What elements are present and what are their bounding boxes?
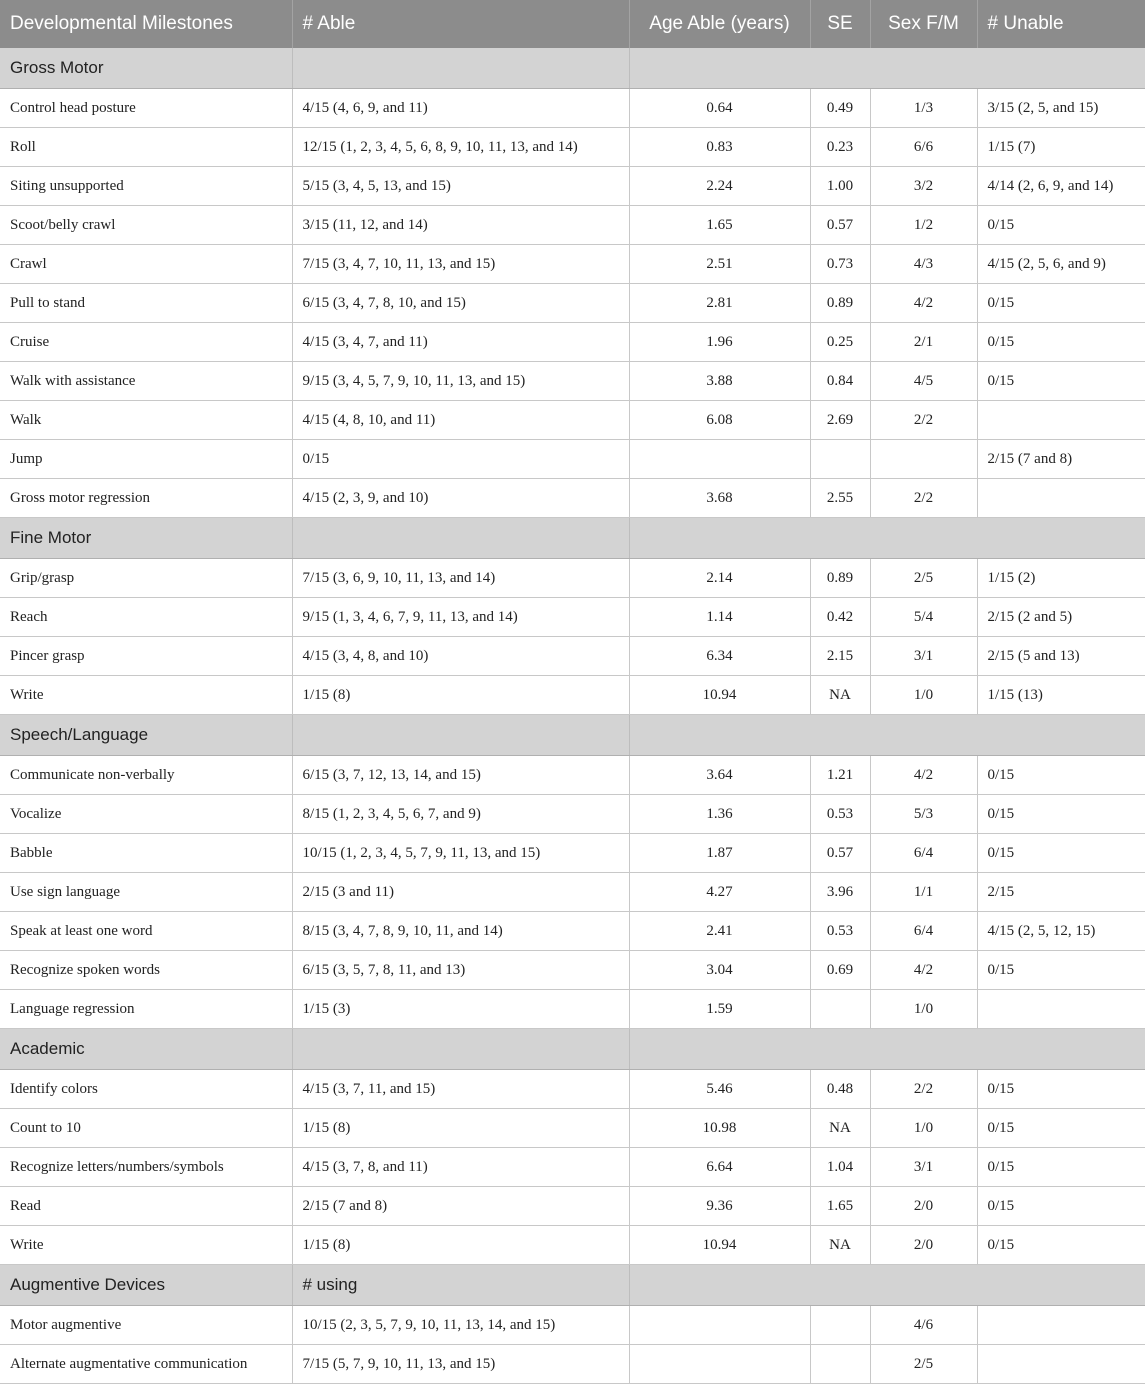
unable-cell: 0/15 [977, 362, 1145, 401]
table-row [0, 479, 1145, 518]
age-cell [629, 1345, 810, 1384]
able-cell: 6/15 (3, 5, 7, 8, 11, and 13) [292, 951, 629, 990]
se-cell: 0.73 [810, 245, 870, 284]
age-cell: 0.83 [629, 128, 810, 167]
section-filler [629, 1265, 1145, 1306]
sex-cell: 4/2 [870, 284, 977, 323]
table-row [0, 401, 1145, 440]
table-row [0, 1109, 1145, 1148]
section-title: Gross Motor [0, 48, 292, 89]
age-cell: 6.34 [629, 637, 810, 676]
milestone-cell: Crawl [0, 245, 292, 284]
table-row [0, 206, 1145, 245]
age-cell: 3.88 [629, 362, 810, 401]
able-cell: 7/15 (3, 4, 7, 10, 11, 13, and 15) [292, 245, 629, 284]
header-able: # Able [292, 0, 629, 48]
sex-cell: 1/1 [870, 873, 977, 912]
sex-cell: 4/2 [870, 756, 977, 795]
se-cell [810, 990, 870, 1029]
sex-cell: 3/2 [870, 167, 977, 206]
section-filler [629, 48, 1145, 89]
se-cell: 0.84 [810, 362, 870, 401]
age-cell: 10.94 [629, 1226, 810, 1265]
section-subheading: # using [292, 1265, 629, 1306]
age-cell: 3.68 [629, 479, 810, 518]
able-cell: 2/15 (7 and 8) [292, 1187, 629, 1226]
age-cell: 1.14 [629, 598, 810, 637]
sex-cell: 6/4 [870, 834, 977, 873]
se-cell: 0.89 [810, 559, 870, 598]
section-subheading [292, 518, 629, 559]
unable-cell: 0/15 [977, 206, 1145, 245]
se-cell: 0.89 [810, 284, 870, 323]
se-cell: NA [810, 1226, 870, 1265]
sex-cell: 2/2 [870, 401, 977, 440]
table-row [0, 89, 1145, 128]
se-cell: NA [810, 1109, 870, 1148]
able-cell: 5/15 (3, 4, 5, 13, and 15) [292, 167, 629, 206]
able-cell: 4/15 (3, 4, 8, and 10) [292, 637, 629, 676]
header-se: SE [810, 0, 870, 48]
unable-cell: 0/15 [977, 323, 1145, 362]
table-row [0, 912, 1145, 951]
section-filler [629, 715, 1145, 756]
able-cell: 1/15 (3) [292, 990, 629, 1029]
section-subheading [292, 48, 629, 89]
table-row [0, 245, 1145, 284]
se-cell: 0.53 [810, 795, 870, 834]
able-cell: 2/15 (3 and 11) [292, 873, 629, 912]
sex-cell [870, 440, 977, 479]
able-cell: 3/15 (11, 12, and 14) [292, 206, 629, 245]
header-age-able: Age Able (years) [629, 0, 810, 48]
age-cell: 1.65 [629, 206, 810, 245]
header-unable: # Unable [977, 0, 1145, 48]
section-subheading [292, 715, 629, 756]
unable-cell: 4/14 (2, 6, 9, and 14) [977, 167, 1145, 206]
sex-cell: 1/2 [870, 206, 977, 245]
able-cell: 12/15 (1, 2, 3, 4, 5, 6, 8, 9, 10, 11, 13, and 14) [292, 128, 629, 167]
milestone-cell: Motor augmentive [0, 1306, 292, 1345]
se-cell: 0.25 [810, 323, 870, 362]
able-cell: 4/15 (4, 6, 9, and 11) [292, 89, 629, 128]
table-row [0, 1345, 1145, 1384]
unable-cell: 0/15 [977, 756, 1145, 795]
table-row [0, 1306, 1145, 1345]
se-cell: 0.48 [810, 1070, 870, 1109]
se-cell [810, 1306, 870, 1345]
se-cell: 1.00 [810, 167, 870, 206]
section-header-row [0, 715, 1145, 756]
milestone-cell: Jump [0, 440, 292, 479]
table-row [0, 795, 1145, 834]
milestone-cell: Reach [0, 598, 292, 637]
unable-cell: 4/15 (2, 5, 6, and 9) [977, 245, 1145, 284]
milestone-cell: Read [0, 1187, 292, 1226]
header-sex: Sex F/M [870, 0, 977, 48]
sex-cell: 1/0 [870, 676, 977, 715]
able-cell: 8/15 (3, 4, 7, 8, 9, 10, 11, and 14) [292, 912, 629, 951]
milestone-cell: Speak at least one word [0, 912, 292, 951]
section-title: Augmentive Devices [0, 1265, 292, 1306]
able-cell: 7/15 (5, 7, 9, 10, 11, 13, and 15) [292, 1345, 629, 1384]
se-cell: 0.23 [810, 128, 870, 167]
se-cell: NA [810, 676, 870, 715]
able-cell: 8/15 (1, 2, 3, 4, 5, 6, 7, and 9) [292, 795, 629, 834]
se-cell: 0.57 [810, 206, 870, 245]
se-cell [810, 440, 870, 479]
milestone-cell: Write [0, 676, 292, 715]
milestone-cell: Pull to stand [0, 284, 292, 323]
section-subheading [292, 1029, 629, 1070]
age-cell: 2.24 [629, 167, 810, 206]
table-row [0, 323, 1145, 362]
unable-cell: 0/15 [977, 1070, 1145, 1109]
sex-cell: 5/3 [870, 795, 977, 834]
able-cell: 1/15 (8) [292, 1109, 629, 1148]
milestone-cell: Roll [0, 128, 292, 167]
age-cell: 10.98 [629, 1109, 810, 1148]
se-cell: 2.69 [810, 401, 870, 440]
table-row [0, 834, 1145, 873]
able-cell: 0/15 [292, 440, 629, 479]
sex-cell: 2/5 [870, 559, 977, 598]
able-cell: 4/15 (3, 4, 7, and 11) [292, 323, 629, 362]
table-row [0, 637, 1145, 676]
able-cell: 1/15 (8) [292, 1226, 629, 1265]
table-row [0, 128, 1145, 167]
age-cell: 2.14 [629, 559, 810, 598]
age-cell: 2.81 [629, 284, 810, 323]
section-header-row [0, 48, 1145, 89]
table-row [0, 440, 1145, 479]
milestone-cell: Babble [0, 834, 292, 873]
able-cell: 6/15 (3, 4, 7, 8, 10, and 15) [292, 284, 629, 323]
milestone-cell: Pincer grasp [0, 637, 292, 676]
section-title: Fine Motor [0, 518, 292, 559]
sex-cell: 2/0 [870, 1226, 977, 1265]
se-cell: 2.15 [810, 637, 870, 676]
table-row [0, 756, 1145, 795]
sex-cell: 3/1 [870, 1148, 977, 1187]
unable-cell: 0/15 [977, 1109, 1145, 1148]
unable-cell: 1/15 (13) [977, 676, 1145, 715]
milestone-cell: Siting unsupported [0, 167, 292, 206]
able-cell: 10/15 (2, 3, 5, 7, 9, 10, 11, 13, 14, and 15) [292, 1306, 629, 1345]
able-cell: 4/15 (2, 3, 9, and 10) [292, 479, 629, 518]
able-cell: 4/15 (3, 7, 8, and 11) [292, 1148, 629, 1187]
sex-cell: 1/3 [870, 89, 977, 128]
age-cell: 3.64 [629, 756, 810, 795]
milestone-cell: Identify colors [0, 1070, 292, 1109]
section-header-row [0, 518, 1145, 559]
sex-cell: 6/6 [870, 128, 977, 167]
sex-cell: 1/0 [870, 1109, 977, 1148]
section-title: Speech/Language [0, 715, 292, 756]
age-cell: 1.87 [629, 834, 810, 873]
sex-cell: 4/6 [870, 1306, 977, 1345]
milestone-cell: Use sign language [0, 873, 292, 912]
age-cell: 3.04 [629, 951, 810, 990]
unable-cell [977, 990, 1145, 1029]
se-cell: 3.96 [810, 873, 870, 912]
table-header [0, 0, 1145, 48]
milestone-cell: Grip/grasp [0, 559, 292, 598]
milestone-cell: Walk [0, 401, 292, 440]
milestone-cell: Alternate augmentative communication [0, 1345, 292, 1384]
sex-cell: 4/2 [870, 951, 977, 990]
unable-cell: 2/15 (7 and 8) [977, 440, 1145, 479]
table-row [0, 1187, 1145, 1226]
header-milestones: Developmental Milestones [0, 0, 292, 48]
age-cell: 1.96 [629, 323, 810, 362]
sex-cell: 2/5 [870, 1345, 977, 1384]
table-row [0, 990, 1145, 1029]
unable-cell: 3/15 (2, 5, and 15) [977, 89, 1145, 128]
se-cell: 1.04 [810, 1148, 870, 1187]
section-header-row [0, 1265, 1145, 1306]
table-row [0, 284, 1145, 323]
se-cell: 0.42 [810, 598, 870, 637]
sex-cell: 2/2 [870, 479, 977, 518]
se-cell: 1.65 [810, 1187, 870, 1226]
milestone-cell: Communicate non-verbally [0, 756, 292, 795]
age-cell: 4.27 [629, 873, 810, 912]
unable-cell: 0/15 [977, 1226, 1145, 1265]
table-row [0, 873, 1145, 912]
age-cell [629, 440, 810, 479]
table-row [0, 167, 1145, 206]
age-cell: 1.36 [629, 795, 810, 834]
milestone-cell: Language regression [0, 990, 292, 1029]
age-cell: 9.36 [629, 1187, 810, 1226]
unable-cell [977, 1345, 1145, 1384]
age-cell: 6.08 [629, 401, 810, 440]
table-row [0, 598, 1145, 637]
milestone-cell: Scoot/belly crawl [0, 206, 292, 245]
sex-cell: 4/5 [870, 362, 977, 401]
se-cell: 0.57 [810, 834, 870, 873]
milestone-cell: Cruise [0, 323, 292, 362]
table-row [0, 559, 1145, 598]
able-cell: 9/15 (1, 3, 4, 6, 7, 9, 11, 13, and 14) [292, 598, 629, 637]
se-cell: 1.21 [810, 756, 870, 795]
section-filler [629, 518, 1145, 559]
sex-cell: 2/0 [870, 1187, 977, 1226]
able-cell: 7/15 (3, 6, 9, 10, 11, 13, and 14) [292, 559, 629, 598]
age-cell: 2.41 [629, 912, 810, 951]
able-cell: 4/15 (3, 7, 11, and 15) [292, 1070, 629, 1109]
age-cell: 1.59 [629, 990, 810, 1029]
unable-cell: 2/15 (5 and 13) [977, 637, 1145, 676]
table-row [0, 676, 1145, 715]
unable-cell: 1/15 (2) [977, 559, 1145, 598]
sex-cell: 2/2 [870, 1070, 977, 1109]
table-row [0, 1148, 1145, 1187]
milestone-cell: Recognize spoken words [0, 951, 292, 990]
milestone-cell: Walk with assistance [0, 362, 292, 401]
age-cell: 5.46 [629, 1070, 810, 1109]
unable-cell: 2/15 (2 and 5) [977, 598, 1145, 637]
able-cell: 10/15 (1, 2, 3, 4, 5, 7, 9, 11, 13, and 15) [292, 834, 629, 873]
milestone-cell: Gross motor regression [0, 479, 292, 518]
unable-cell [977, 401, 1145, 440]
table-row [0, 951, 1145, 990]
able-cell: 6/15 (3, 7, 12, 13, 14, and 15) [292, 756, 629, 795]
unable-cell: 2/15 [977, 873, 1145, 912]
milestone-cell: Vocalize [0, 795, 292, 834]
unable-cell: 0/15 [977, 951, 1145, 990]
unable-cell [977, 479, 1145, 518]
unable-cell: 1/15 (7) [977, 128, 1145, 167]
able-cell: 1/15 (8) [292, 676, 629, 715]
section-header-row [0, 1029, 1145, 1070]
table-body [0, 48, 1145, 1384]
able-cell: 4/15 (4, 8, 10, and 11) [292, 401, 629, 440]
unable-cell: 0/15 [977, 1187, 1145, 1226]
milestone-cell: Count to 10 [0, 1109, 292, 1148]
table-row [0, 1226, 1145, 1265]
age-cell [629, 1306, 810, 1345]
sex-cell: 5/4 [870, 598, 977, 637]
unable-cell: 0/15 [977, 795, 1145, 834]
table-row [0, 1070, 1145, 1109]
header-row [0, 0, 1145, 48]
se-cell [810, 1345, 870, 1384]
unable-cell: 0/15 [977, 284, 1145, 323]
sex-cell: 1/0 [870, 990, 977, 1029]
se-cell: 0.49 [810, 89, 870, 128]
section-filler [629, 1029, 1145, 1070]
sex-cell: 6/4 [870, 912, 977, 951]
sex-cell: 4/3 [870, 245, 977, 284]
milestone-cell: Control head posture [0, 89, 292, 128]
table-row [0, 362, 1145, 401]
unable-cell: 0/15 [977, 1148, 1145, 1187]
unable-cell [977, 1306, 1145, 1345]
se-cell: 0.53 [810, 912, 870, 951]
age-cell: 10.94 [629, 676, 810, 715]
sex-cell: 2/1 [870, 323, 977, 362]
milestone-cell: Write [0, 1226, 292, 1265]
able-cell: 9/15 (3, 4, 5, 7, 9, 10, 11, 13, and 15) [292, 362, 629, 401]
section-title: Academic [0, 1029, 292, 1070]
se-cell: 2.55 [810, 479, 870, 518]
se-cell: 0.69 [810, 951, 870, 990]
unable-cell: 4/15 (2, 5, 12, 15) [977, 912, 1145, 951]
age-cell: 6.64 [629, 1148, 810, 1187]
milestone-cell: Recognize letters/numbers/symbols [0, 1148, 292, 1187]
age-cell: 0.64 [629, 89, 810, 128]
unable-cell: 0/15 [977, 834, 1145, 873]
sex-cell: 3/1 [870, 637, 977, 676]
age-cell: 2.51 [629, 245, 810, 284]
